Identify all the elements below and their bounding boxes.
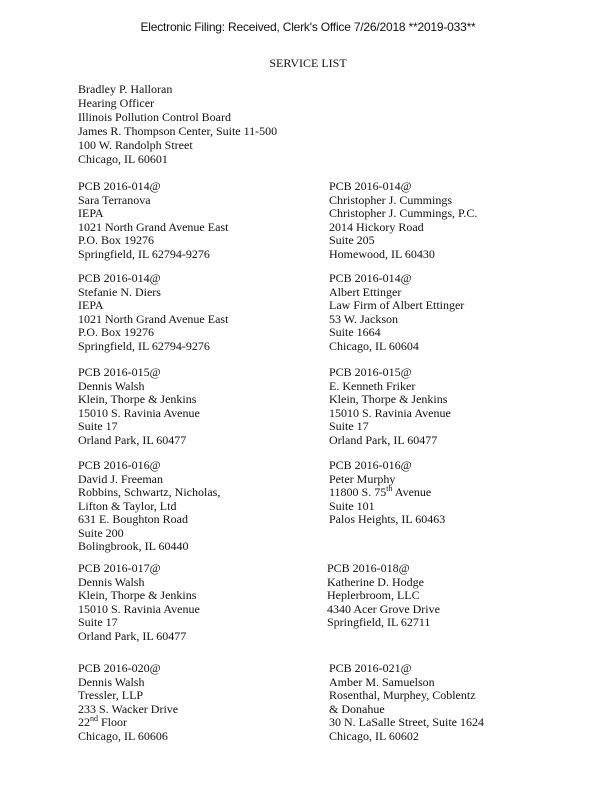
address-line: Tressler, LLP: [78, 688, 144, 702]
service-entry-left: [78, 366, 328, 447]
address-line: Albert Ettinger: [329, 284, 402, 299]
address-line: Palos Heights, IL 60463: [329, 512, 446, 526]
address-line: 631 E. Boughton Road: [78, 512, 188, 526]
address-line: Klein, Thorpe & Jenkins: [78, 392, 197, 406]
address-line: Springfield, IL 62711: [327, 615, 431, 629]
page-title: SERVICE LIST: [269, 56, 347, 70]
address-line: Suite 205: [329, 233, 375, 247]
address-line: Peter Murphy: [329, 471, 396, 486]
service-entry-left: [78, 562, 328, 643]
address-line: Orland Park, IL 60477: [78, 432, 187, 447]
address-line: 15010 S. Ravinia Avenue: [78, 405, 200, 420]
address-line: PCB 2016-018@: [327, 561, 410, 575]
address-line: PCB 2016-020@: [78, 661, 161, 675]
address-line: Orland Park, IL 60477: [329, 432, 438, 447]
address-line: Amber M. Samuelson: [329, 674, 435, 689]
address-line: Bradley P. Halloran: [78, 82, 173, 96]
address-line: PCB 2016-014@: [329, 179, 412, 193]
address-line: 1021 North Grand Avenue East: [78, 219, 229, 234]
address-line: PCB 2016-014@: [78, 271, 161, 285]
address-line: E. Kenneth Friker: [329, 378, 416, 393]
address-line: 22nd Floor: [78, 714, 128, 729]
service-entry-right: [329, 272, 579, 353]
address-line: 11800 S. 75th Avenue: [329, 484, 432, 499]
address-line: Chicago, IL 60601: [78, 152, 168, 166]
address-line: 15010 S. Ravinia Avenue: [78, 601, 200, 616]
address-line: Suite 17: [329, 419, 369, 433]
address-line: Hearing Officer: [78, 96, 155, 110]
address-line: Chicago, IL 60602: [329, 728, 419, 743]
address-line: Christopher J. Cummings: [329, 192, 453, 207]
address-line: IEPA: [78, 298, 104, 312]
address-line: Lifton & Taylor, Ltd: [78, 498, 177, 513]
address-line: Law Firm of Albert Ettinger: [329, 298, 465, 312]
address-line: Chicago, IL 60604: [329, 338, 419, 353]
address-line: 53 W. Jackson: [329, 311, 398, 326]
address-line: Katherine D. Hodge: [327, 574, 424, 589]
address-line: Christopher J. Cummings, P.C.: [329, 206, 478, 220]
hearing-officer-address: [78, 82, 277, 166]
address-line: 1021 North Grand Avenue East: [78, 311, 229, 326]
address-line: PCB 2016-015@: [329, 365, 412, 379]
address-line: 2014 Hickory Road: [329, 219, 424, 234]
address-line: PCB 2016-014@: [78, 179, 161, 193]
service-entry-right: [329, 459, 579, 527]
address-line: PCB 2016-016@: [329, 458, 412, 472]
address-line: Springfield, IL 62794-9276: [78, 246, 210, 261]
service-entry-right: [327, 562, 577, 630]
address-line: Chicago, IL 60606: [78, 728, 168, 743]
address-line: Dennis Walsh: [78, 674, 145, 689]
address-line: Suite 17: [78, 615, 118, 629]
address-line: Rosenthal, Murphey, Coblentz: [329, 688, 476, 702]
address-line: Bolingbrook, IL 60440: [78, 539, 189, 553]
address-line: PCB 2016-015@: [78, 365, 161, 379]
address-line: Klein, Thorpe & Jenkins: [329, 392, 448, 406]
address-line: Dennis Walsh: [78, 378, 145, 393]
address-line: Homewood, IL 60430: [329, 246, 435, 261]
address-line: Suite 1664: [329, 325, 381, 339]
address-line: IEPA: [78, 206, 104, 220]
service-entry-right: [329, 180, 579, 261]
service-entry-right: [329, 366, 579, 447]
address-line: PCB 2016-014@: [329, 271, 412, 285]
address-line: Heplerbroom, LLC: [327, 588, 420, 602]
address-line: Stefanie N. Diers: [78, 284, 161, 299]
address-line: 233 S. Wacker Drive: [78, 701, 179, 716]
address-line: Illinois Pollution Control Board: [78, 110, 232, 124]
address-line: Dennis Walsh: [78, 574, 145, 589]
address-line: Klein, Thorpe & Jenkins: [78, 588, 197, 602]
address-line: 30 N. LaSalle Street, Suite 1624: [329, 715, 484, 729]
service-entry-left: [78, 180, 328, 261]
address-line: David J. Freeman: [78, 471, 163, 486]
service-entry-right: [329, 662, 579, 743]
address-line: Suite 200: [78, 525, 124, 540]
address-line: & Donahue: [329, 701, 385, 716]
address-line: PCB 2016-017@: [78, 561, 161, 575]
address-line: Orland Park, IL 60477: [78, 628, 187, 643]
electronic-filing-header: Electronic Filing: Received, Clerk's Office 7/26/2018 **2019-033**: [140, 20, 476, 34]
service-entry-left: [78, 662, 328, 743]
address-line: Sara Terranova: [78, 192, 151, 207]
address-line: PCB 2016-021@: [329, 661, 412, 675]
address-line: P.O. Box 19276: [78, 233, 155, 247]
address-line: Robbins, Schwartz, Nicholas,: [78, 485, 221, 499]
address-line: Suite 17: [78, 419, 118, 433]
address-line: 15010 S. Ravinia Avenue: [329, 405, 451, 420]
service-entry-left: [78, 459, 328, 554]
address-line: 4340 Acer Grove Drive: [327, 601, 440, 616]
address-line: James R. Thompson Center, Suite 11-500: [78, 124, 278, 138]
address-line: Suite 101: [329, 498, 375, 513]
address-line: PCB 2016-016@: [78, 458, 161, 472]
address-line: 100 W. Randolph Street: [78, 138, 193, 152]
service-entry-left: [78, 272, 328, 353]
address-line: P.O. Box 19276: [78, 325, 155, 339]
address-line: Springfield, IL 62794-9276: [78, 338, 210, 353]
